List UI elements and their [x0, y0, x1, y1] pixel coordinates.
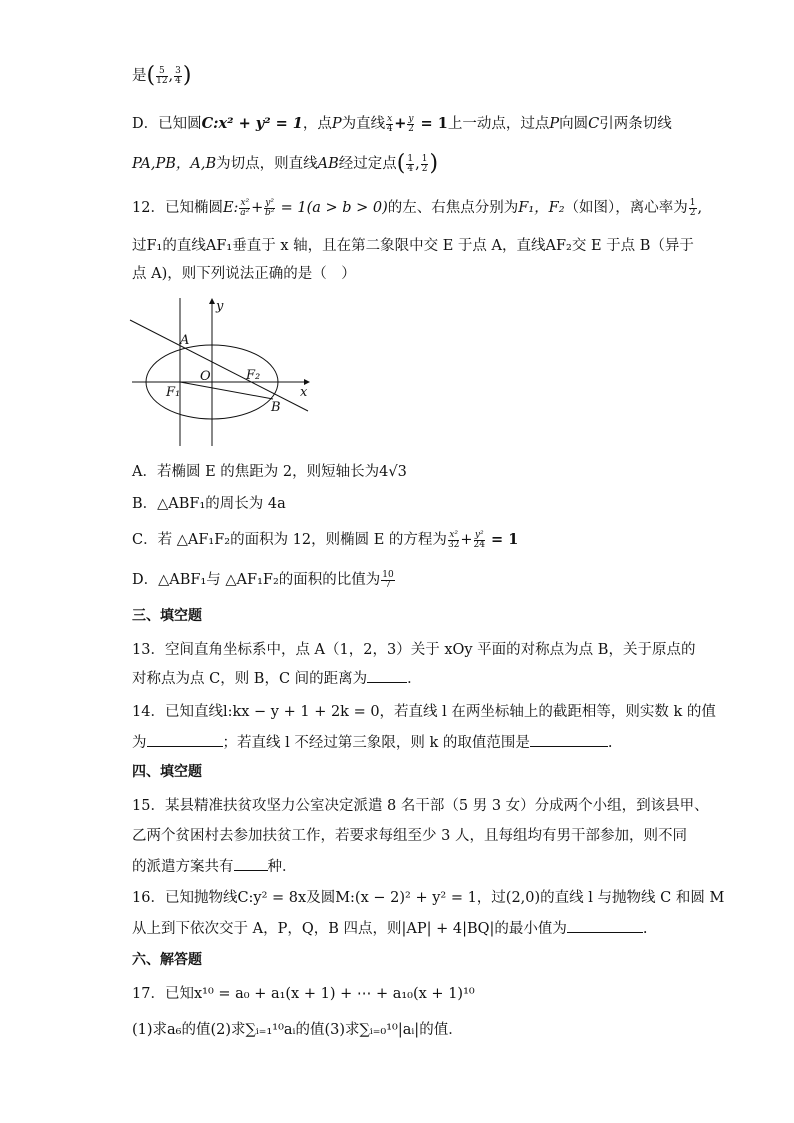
q12-c-eq: = 1 [486, 531, 519, 548]
frac-num: 5 [156, 67, 167, 77]
q11-option-d-line2: PA,PB，A,B为切点，则直线AB经过定点( $\frac{1}{4}$ , $\frac{1}{2}$ ) [132, 151, 439, 176]
q11-d-label: D．已知圆 [132, 116, 202, 132]
section-heading-6: 六、解答题 [132, 952, 202, 968]
q12-stem-line3: 点 A)，则下列说法正确的是（ ） [132, 266, 356, 282]
frac-den: 7 [385, 579, 391, 590]
label-y: y [216, 299, 224, 314]
q11-c-prefix: 是 [132, 68, 147, 84]
q15-text: 种． [267, 859, 297, 875]
q13-text: 对称点为点 C，则 B，C 间的距离为 [132, 671, 368, 687]
q11-d-text: 为切点，则直线 [216, 156, 318, 172]
q16-answer-blank[interactable] [567, 918, 643, 933]
q11-d-text: 向圆 [559, 116, 589, 132]
frac-num: 3 [175, 65, 181, 76]
q12-foci: F₁，F₂ [518, 200, 565, 216]
q11-d-tangents: PA,PB，A,B [132, 156, 217, 172]
frac-num: 10 [382, 569, 394, 580]
q17-line2: (1)求a₆的值(2)求∑ᵢ₌₁¹⁰aᵢ的值(3)求∑ᵢ₌₀¹⁰|aᵢ|的值． [132, 1022, 463, 1038]
q16-line1: 16．已知抛物线C:y² = 8x及圆M:(x − 2)² + y² = 1，过(2,0)的直线 l 与抛物线 C 和圆 M [132, 890, 725, 906]
label-O: O [200, 369, 211, 384]
q12-stem-line1: 12．已知椭圆E: $\frac{\text{x²}}{\text{a²}}$ + $\frac{\text{y²}}{\text{b²}}$ = 1(a > b > 0)的左、右焦点分别为F₁，F₂（如图），离心率为 $\frac{1}{2}$ , [132, 197, 703, 218]
label-F2: F₂ [246, 368, 261, 383]
q12-ellipse-eq: = 1(a > b > 0) [275, 200, 388, 216]
q11-option-d-line1: D．已知圆C:x² + y² = 1，点P为直线 $\frac{x}{4}$ + $\frac{y}{2}$ = 1上一动点，过点P向圆C引两条切线 [132, 113, 672, 134]
q12-option-a: A．若椭圆 E 的焦距为 2，则短轴长为4√3 [132, 464, 407, 480]
q11-d-text: ，点 [302, 116, 332, 132]
label-F1: F₁ [166, 385, 181, 400]
q11-d-text: 为直线 [341, 116, 386, 132]
q12-text: 的左、右焦点分别为 [387, 200, 519, 216]
section-heading-3: 三、填空题 [132, 608, 202, 624]
q11-d-text: 上一动点，过点 [447, 116, 550, 132]
frac-x-4: $\frac{x}{4}$ [386, 113, 393, 134]
q12-stem-line2: 过F₁的直线AF₁垂直于 x 轴，且在第二象限中交 E 于点 A，直线AF₂交 E 于点 B（异于 [132, 238, 694, 254]
q13-answer-blank[interactable] [367, 668, 407, 683]
q14-line1: 14．已知直线l:kx − y + 1 + 2k = 0，若直线 l 在两坐标轴上的截距相等，则实数 k 的值 [132, 704, 716, 720]
q12-ellipse-figure [128, 292, 318, 452]
frac-3-4 [174, 67, 182, 86]
label-A: A [180, 333, 190, 348]
section-heading-4: 四、填空题 [132, 764, 202, 780]
paren-close: ) [182, 63, 192, 88]
q11-d-circle: C:x² + y² = 1 [201, 115, 303, 132]
q15-line1: 15．某县精准扶贫攻坚力公室决定派遣 8 名干部（5 男 3 女）分成两个小组，到该县甲、 [132, 798, 709, 814]
q12-text: （如图），离心率为 [564, 200, 688, 216]
q12-option-b: B．△ABF₁的周长为 4a [132, 496, 286, 512]
y-axis-arrow [209, 298, 215, 304]
q12-d-text: D．△ABF₁与 △AF₁F₂的面积的比值为 [132, 572, 381, 588]
label-x: x [300, 385, 308, 400]
q14-text: 为 [132, 735, 147, 751]
q16-end: . [642, 921, 648, 937]
q15-line3 [132, 856, 297, 877]
q12-option-d [132, 570, 396, 590]
q15-text: 的派遣方案共有 [132, 859, 234, 875]
q11-d-text: 经过定点 [338, 156, 397, 172]
q14-text: ；若直线 l 不经过第三象限，则 k 的取值范围是 [222, 735, 530, 751]
q16-text: 从上到下依次交于 A，P，Q，B 四点，则|AP| + 4|BQ|的最小值为 [132, 921, 567, 937]
q13-line2 [132, 668, 422, 689]
q15-line2: 乙两个贫困村去参加扶贫工作，若要求每组至少 3 人，且每组均有男干部参加，则不同 [132, 828, 687, 844]
q17-line1: 17．已知x¹⁰ = a₀ + a₁(x + 1) + ⋯ + a₁₀(x + 1)¹⁰ [132, 986, 475, 1002]
q11-d-P: P [331, 116, 342, 132]
q13-line1: 13．空间直角坐标系中，点 A（1，2，3）关于 xOy 平面的对称点为点 B，关于原点的 [132, 642, 696, 658]
q12-number: 12．已知椭圆 [132, 200, 223, 216]
q11-option-c-tail: 是( $\frac{5}{12}$ , $\frac{3}{4}$ ) [132, 63, 192, 88]
label-B: B [271, 400, 281, 415]
q11-d-eq: = 1 [415, 115, 448, 132]
q15-answer-blank[interactable] [234, 856, 268, 871]
q14-line2 [132, 732, 612, 753]
q12-option-c: C．若 △AF₁F₂的面积为 12，则椭圆 E 的方程为 $\frac{\text{x²}}{32}$ + $\frac{\text{y²}}{24}$ = 1 [132, 529, 519, 550]
q11-d-AB: AB [317, 156, 339, 172]
frac-5-12 [156, 67, 167, 86]
q14-end: . [607, 735, 613, 751]
frac-den: 12 [156, 75, 168, 86]
paren-open: ( [146, 63, 156, 88]
q12-c-text: C．若 △AF₁F₂的面积为 12，则椭圆 E 的方程为 [132, 532, 447, 548]
frac-y-2: $\frac{y}{2}$ [408, 113, 414, 134]
q16-line2 [132, 918, 648, 939]
q13-end: ． [407, 671, 422, 687]
q14-answer-blank-1[interactable] [147, 732, 223, 747]
frac-den: 4 [175, 75, 181, 86]
q11-d-text: 引两条切线 [599, 116, 672, 132]
q14-answer-blank-2[interactable] [530, 732, 608, 747]
